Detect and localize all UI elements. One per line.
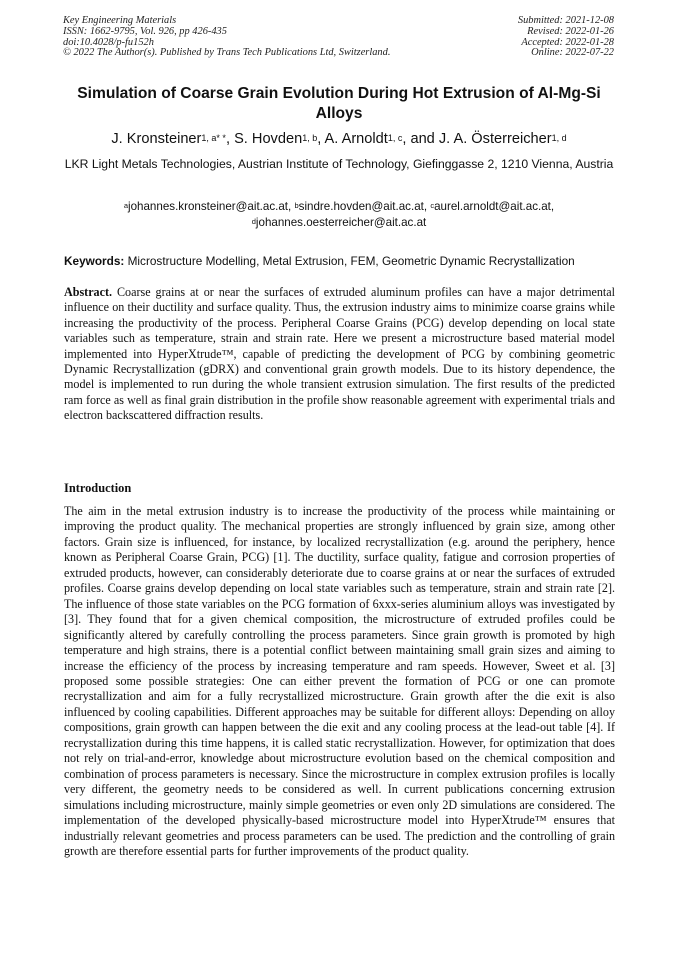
- journal-copyright: © 2022 The Author(s). Published by Trans Tech Publications Ltd, Switzerland.: [63, 47, 391, 59]
- abstract: [64, 285, 615, 424]
- journal-header: [63, 16, 390, 59]
- email-mark: a: [123, 201, 129, 210]
- author-list: [40, 130, 638, 148]
- author-name: J. Kronsteiner: [111, 131, 202, 147]
- author-separator: ,: [317, 131, 325, 147]
- date-online: Online: 2022-07-22: [531, 47, 614, 59]
- dates-header: [518, 16, 614, 59]
- journal-issn: ISSN: 1662-9795, Vol. 926, pp 426-435: [63, 25, 227, 37]
- paper-title: Simulation of Coarse Grain Evolution During Hot Extrusion of Al-Mg-Si Alloys: [77, 85, 601, 122]
- journal-doi: doi:10.4028/p-fu152h: [63, 36, 154, 48]
- email-separator: ,: [288, 200, 295, 213]
- email-mark: c: [430, 201, 435, 210]
- author-affil-mark: 1, b: [302, 133, 318, 143]
- email-address[interactable]: johannes.oesterreicher@ait.ac.at: [255, 216, 427, 229]
- email-address[interactable]: johannes.kronsteiner@ait.ac.at: [128, 200, 289, 213]
- author-separator: , and: [402, 131, 439, 147]
- email-address[interactable]: aurel.arnoldt@ait.ac.at: [434, 200, 551, 213]
- date-submitted: Submitted: 2021-12-08: [517, 15, 614, 26]
- email-address[interactable]: sindre.hovden@ait.ac.at: [298, 200, 424, 213]
- abstract-label: Abstract.: [64, 285, 113, 299]
- date-revised: Revised: 2022-01-26: [527, 25, 614, 37]
- keywords-label: Keywords:: [64, 254, 125, 268]
- author-name: A. Arnoldt: [324, 131, 388, 147]
- keywords-text: Microstructure Modelling, Metal Extrusion, FEM, Geometric Dynamic Recrystallization: [127, 254, 575, 268]
- introduction-paragraph: The aim in the metal extrusion industry is to increase the productivity of the process while maintaining or improving the product quality. The mechanical properties are strongly influenced by grain size, among other factors. Grain size is influenced, for instance, by localized recrystallization (e.g. around the periphery, hence known as Peripheral Coarse Grain, PCG) [1]. The ductility, surface quality, fatigue and corrosion properties of extruded products, however, can considerably deteriorate due to coarse grains at or near the surfaces of extruded profiles. Coarse grains develop depending on local state variables such as temperature, strain and strain rate [2]. The influence of those state variables on the PCG formation of 6xxx-series aluminium alloys was investigated by [3]. They found that for a given chemical composition, the microstructure of extruded profiles could be significantly altered by carefully controlling the process parameters. Since grain growth is promoted by high temperature and high strains, there is a potential conflict between maintaining small grain sizes and aiming to increase the efficiency of the process by increasing temperature and ram speeds. However, Sweet et al. [3] proposed some possible strategies: One can either prevent the formation of PCG or one can promote recrystallization and aim for a fully recrystallized microstructure. Grain growth after the die exit is also influenced by cooling capabilities. Different approaches may be suitable for different alloys: Depending on alloy compositions, grain growth can happen between the die exit and any cooling process at the lead-out table [4]. If recrystallization during this time happens, it is called static recrystallization. However, for optimization that does not rely on trial-and-error, knowledge about microstructure evolution based on the chemical composition and combination of process parameters is necessary. Since the microstructure in complex extrusion profiles is locally very different, the geometry needs to be considered as well. In current publications concerning extrusion simulations including microstructure, mainly simple geometries or even only 2D simulations are considered. The implementation of the developed physically-based microstructure model into HyperXtrude™ ensures that industrially relevant geometries and process parameters can be used. The prediction and the controlling of grain growth are therefore essential parts for further improvements of the product quality.: [64, 504, 615, 858]
- keywords: [64, 254, 616, 269]
- journal-name: Key Engineering Materials: [63, 15, 177, 26]
- email-separator: ,: [423, 200, 431, 213]
- email-list: [64, 199, 614, 231]
- section-heading-introduction: Introduction: [64, 481, 132, 495]
- author-name: S. Hovden: [234, 131, 303, 147]
- email-mark: d: [251, 217, 256, 226]
- author-affil-mark: 1, d: [551, 133, 567, 143]
- author-name: J. A. Österreicher: [438, 131, 552, 147]
- email-mark: b: [294, 201, 299, 210]
- affiliation: LKR Light Metals Technologies, Austrian Institute of Technology, Giefinggasse 2, 1210 Vienna, Austria: [64, 157, 614, 171]
- email-separator: ,: [550, 200, 555, 213]
- abstract-text: Coarse grains at or near the surfaces of extruded aluminum profiles can have a major detrimental influence on their ductility and surface quality. Thus, the extrusion industry aims to minimize coarse grains while increasing the productivity of the process. Peripheral Coarse Grains (PCG) develop depending on local state variables such as temperature, strain and strain rate. Here we present a microstructure based material model implemented into HyperXtrude™, capable of predicting the development of PCG by combining geometric Dynamic Recrystallization (gDRX) and conventional grain growth models. Due to its history dependence, the model is implemented to run during the whole transient extrusion simulation. The first results of the predicted ram force as well as final grain distribution in the profile show reasonable agreement with experimental trials and electron backscattered diffraction results.: [64, 285, 615, 423]
- date-accepted: Accepted: 2022-01-28: [521, 36, 614, 48]
- author-separator: ,: [225, 131, 235, 147]
- author-affil-mark: 1, a* *: [201, 133, 226, 143]
- author-affil-mark: 1, c: [387, 133, 403, 143]
